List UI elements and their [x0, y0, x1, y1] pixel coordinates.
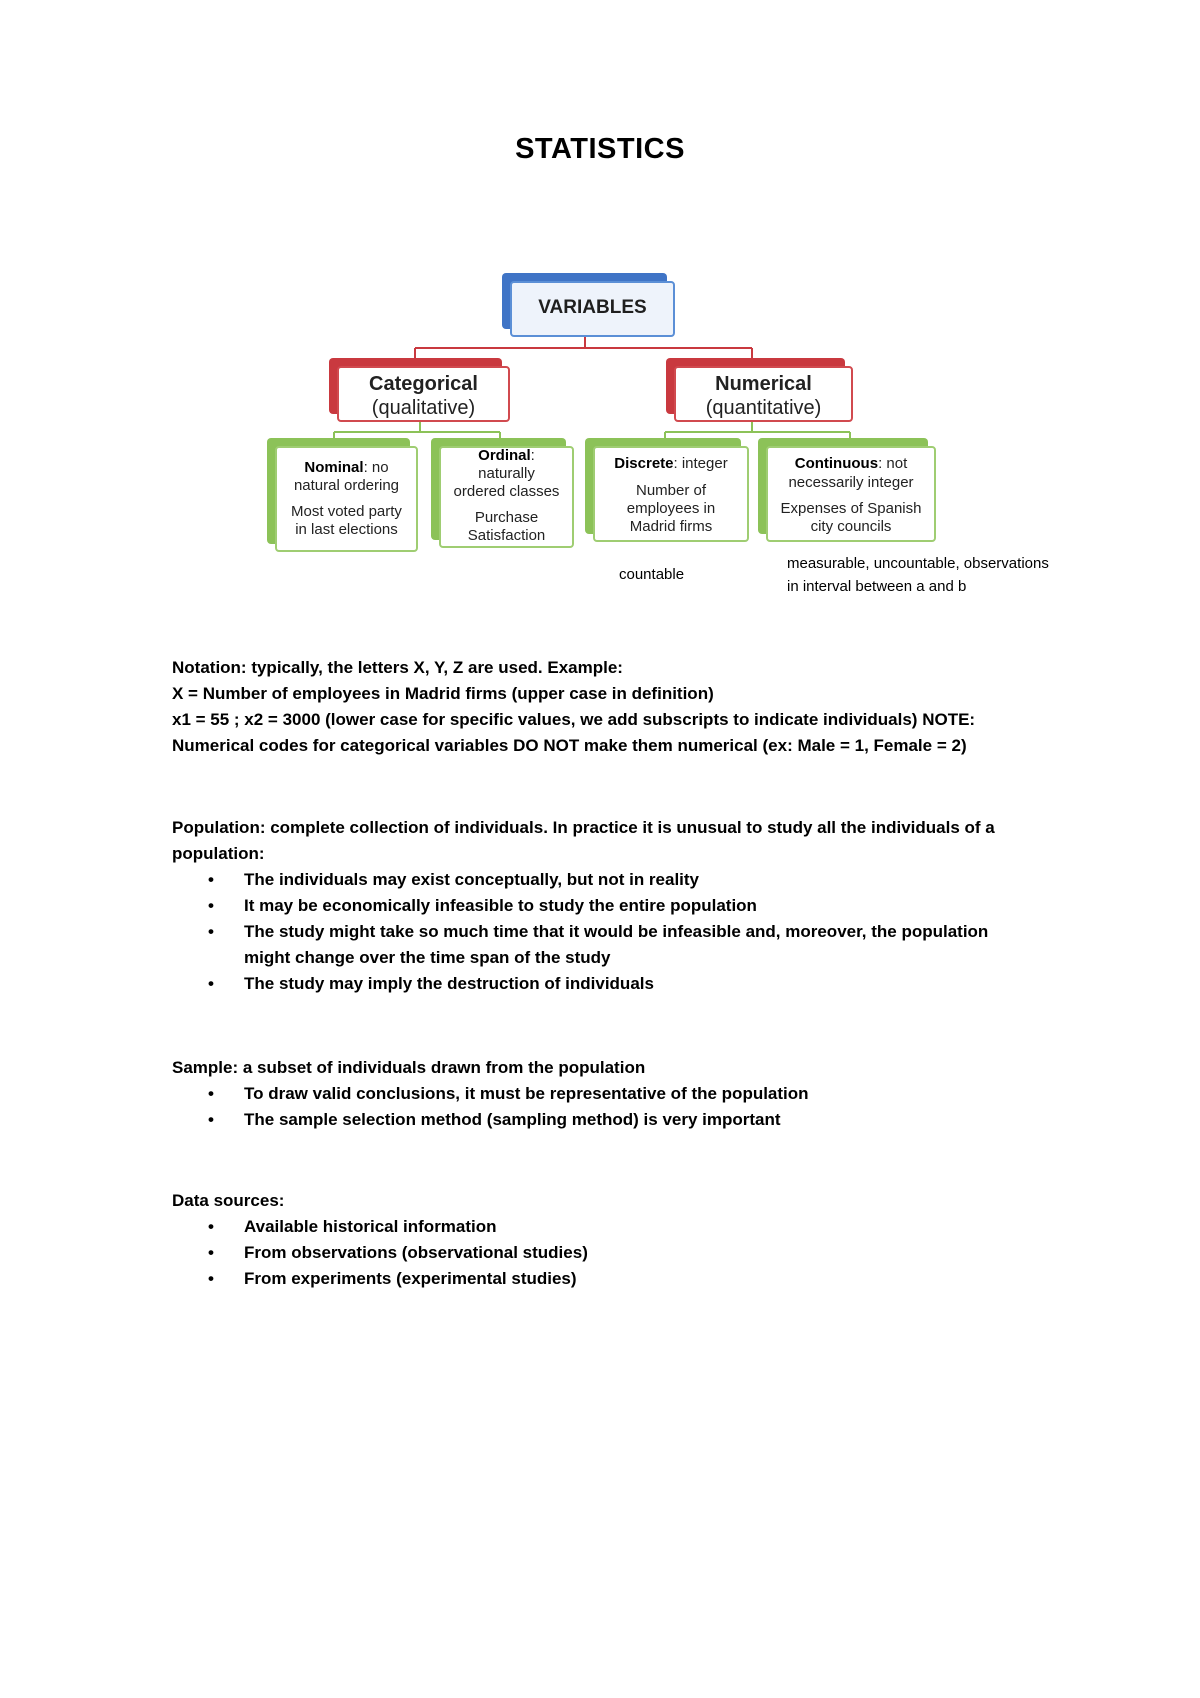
- nominal-term: Nominal: [304, 459, 364, 476]
- countable-note: countable: [619, 566, 685, 583]
- list-item: [172, 1240, 1052, 1266]
- nominal-desc1: : no: [363, 459, 389, 476]
- list-item-text: The sample selection method (sampling method) is very important: [244, 1110, 781, 1129]
- bullet-icon: •: [208, 974, 214, 993]
- notation-line3: x1 = 55 ; x2 = 3000 (lower case for specific values, we add subscripts to indicate individuals) NOTE:: [172, 710, 976, 729]
- categorical-subtitle: (qualitative): [371, 397, 476, 419]
- list-item-text: It may be economically infeasible to study the entire population: [244, 896, 757, 915]
- discrete-box: [593, 446, 749, 542]
- nominal-definition: [277, 459, 416, 477]
- list-item: [172, 867, 1052, 893]
- continuous-box: [766, 446, 936, 542]
- categorical-title: Categorical: [369, 373, 478, 395]
- sample-intro: Sample: a subset of individuals drawn from the population: [172, 1058, 646, 1077]
- bullet-icon: •: [208, 1110, 214, 1129]
- continuous-term: Continuous: [794, 455, 879, 472]
- page-title: STATISTICS: [515, 133, 685, 165]
- data-sources-list: [172, 1214, 1052, 1292]
- notation-line2: X = Number of employees in Madrid firms (upper case in definition): [172, 684, 714, 703]
- list-item: [172, 1081, 1052, 1107]
- list-item: [172, 1266, 1052, 1292]
- ordinal-definition: [441, 447, 572, 465]
- categorical-box: [337, 366, 510, 422]
- list-item-text: From observations (observational studies): [244, 1243, 588, 1262]
- discrete-example1: Number of: [635, 482, 707, 499]
- numerical-subtitle: (quantitative): [705, 397, 822, 419]
- nominal-example1: Most voted party: [291, 503, 402, 520]
- bullet-icon: •: [208, 922, 214, 941]
- population-section: [172, 815, 1052, 997]
- ordinal-desc0: :: [530, 447, 535, 464]
- list-item-text: Available historical information: [244, 1217, 497, 1236]
- bullet-icon: •: [208, 1084, 214, 1103]
- ordinal-example2: Satisfaction: [467, 527, 546, 544]
- sample-list: [172, 1081, 1052, 1133]
- nominal-desc2: natural ordering: [293, 477, 400, 494]
- nominal-box: [275, 446, 418, 552]
- list-item-text: might change over the time span of the study: [244, 948, 611, 967]
- data-sources-section: [172, 1188, 1052, 1292]
- numerical-title: Numerical: [715, 373, 812, 395]
- discrete-definition: [595, 455, 747, 473]
- variables-diagram: [0, 0, 1200, 600]
- bullet-icon: •: [208, 1243, 214, 1262]
- list-item: [172, 893, 1052, 919]
- list-item: [172, 971, 1052, 997]
- nominal-example2: in last elections: [295, 521, 398, 538]
- numerical-box: [674, 366, 853, 422]
- continuous-example1: Expenses of Spanish: [780, 500, 922, 517]
- variables-label: VARIABLES: [538, 297, 647, 318]
- continuous-desc2: necessarily integer: [788, 474, 914, 491]
- discrete-example3: Madrid firms: [629, 518, 713, 535]
- list-item-text: The individuals may exist conceptually, but not in reality: [244, 870, 700, 889]
- notation-section: [172, 655, 1052, 759]
- bullet-icon: •: [208, 1269, 214, 1288]
- continuous-desc1: : not: [878, 455, 908, 472]
- population-list: [172, 867, 1052, 997]
- notation-line1: Notation: typically, the letters X, Y, Z are used. Example:: [172, 658, 623, 677]
- notation-line4: Numerical codes for categorical variables DO NOT make them numerical (ex: Male = 1, Female = 2): [172, 736, 967, 755]
- bullet-icon: •: [208, 896, 214, 915]
- measurable-note-line1: measurable, uncountable, observations: [787, 555, 1049, 572]
- ordinal-desc2: ordered classes: [453, 483, 560, 500]
- list-item: [172, 1214, 1052, 1240]
- list-item: [172, 919, 1052, 945]
- discrete-desc1: : integer: [673, 455, 728, 472]
- continuous-example2: city councils: [810, 518, 892, 535]
- bullet-icon: •: [208, 1217, 214, 1236]
- ordinal-example1: Purchase: [474, 509, 539, 526]
- measurable-note-line2: in interval between a and b: [787, 578, 967, 595]
- data-sources-intro: Data sources:: [172, 1191, 285, 1210]
- ordinal-box: [439, 446, 574, 548]
- variables-box: [510, 281, 675, 337]
- list-item-continuation: [172, 945, 1052, 971]
- sample-section: [172, 1055, 1052, 1133]
- list-item-text: The study might take so much time that it would be infeasible and, moreover, the population: [244, 922, 989, 941]
- list-item-text: The study may imply the destruction of individuals: [244, 974, 654, 993]
- list-item-text: From experiments (experimental studies): [244, 1269, 577, 1288]
- list-item-text: To draw valid conclusions, it must be representative of the population: [244, 1084, 809, 1103]
- continuous-definition: [768, 455, 934, 473]
- list-item: [172, 1107, 1052, 1133]
- bullet-icon: •: [208, 870, 214, 889]
- population-intro-line1: Population: complete collection of individuals. In practice it is unusual to study all the individuals of a: [172, 818, 995, 837]
- discrete-example2: employees in: [626, 500, 716, 517]
- population-intro-line2: population:: [172, 844, 265, 863]
- ordinal-desc1: naturally: [478, 465, 535, 482]
- discrete-term: Discrete: [614, 455, 674, 472]
- ordinal-term: Ordinal: [478, 447, 531, 464]
